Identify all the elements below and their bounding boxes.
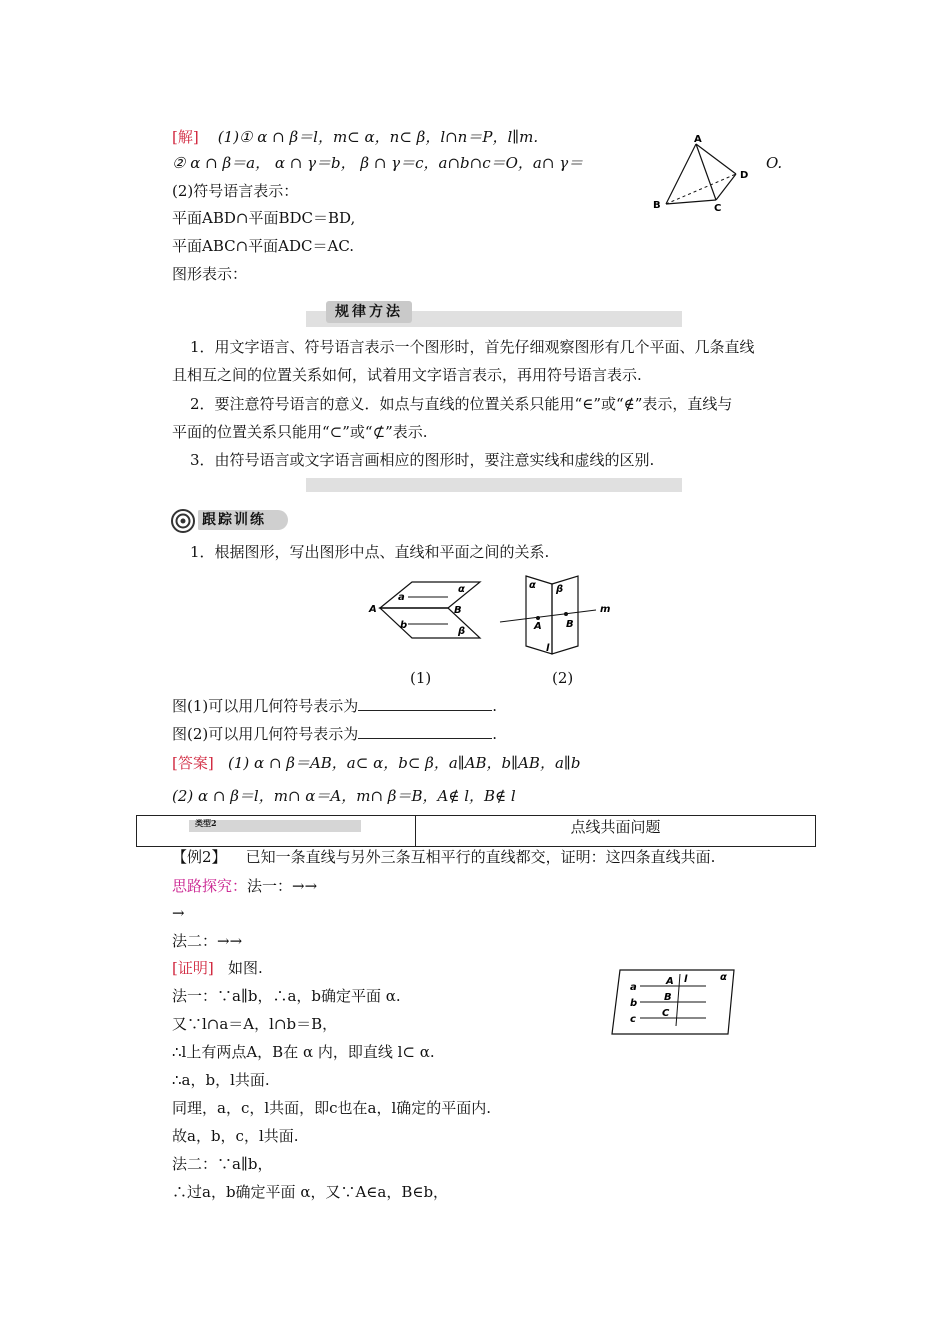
planes1-label-alpha: α [458, 584, 465, 595]
answer-blank-2[interactable] [358, 724, 492, 739]
method-p3: 3．由符号语言或文字语言画相应的图形时，要注意实线和虚线的区别. [190, 451, 655, 469]
proof-line-8: ∴过a，b确定平面 α，又∵A∈a，B∈b， [172, 1183, 449, 1201]
example-label: 【例2】 [172, 848, 227, 866]
proof-line-6: 故a，b，c，l共面. [172, 1127, 299, 1145]
planes1-label-b-line: b [400, 620, 408, 631]
example-text: 已知一条直线与另外三条互相平行的直线都交，证明：这四条直线共面. [245, 848, 716, 866]
blank-line-2: 图(2)可以用几何符号表示为 . [172, 725, 498, 743]
type-tag [189, 820, 361, 832]
planes2-label-alpha: α [529, 580, 536, 591]
coplane-label-c-line: c [630, 1014, 636, 1025]
tetra-label-d: D [740, 170, 749, 181]
method-title: 规律方法 [326, 301, 412, 323]
coplanar-lines-figure [610, 964, 738, 1036]
proof-line-5: 同理，a，c，l共面，即c也在a，l确定的平面内. [172, 1099, 492, 1117]
answer-tag: [答案] [172, 754, 214, 772]
solution-line-2: ② α ∩ β＝a， α ∩ γ＝b， β ∩ γ＝c，a∩b∩c＝O，a∩ γ＝ [172, 154, 584, 172]
coplane-label-a-line: a [630, 982, 637, 993]
answer-blank-1[interactable] [358, 696, 492, 711]
idea-arrow: → [172, 904, 185, 922]
proof-line-4: ∴a，b，l共面. [172, 1071, 270, 1089]
solution-tag: [解] [172, 128, 199, 146]
training-question-1: 1．根据图形，写出图形中点、直线和平面之间的关系. [190, 543, 550, 561]
two-planes-figure [368, 576, 508, 658]
training-section-label [168, 508, 286, 532]
type-title: 点线共面问题 [570, 818, 661, 836]
planes1-label-a-line: a [398, 592, 405, 603]
answer-line-2: (2) α ∩ β＝l，m∩ α＝A，m∩ β＝B，A∉ l，B∉ l [172, 787, 516, 805]
blank-line-1: 图(1)可以用几何符号表示为 . [172, 697, 498, 715]
coplane-label-b-point: B [664, 992, 672, 1003]
proof-line [172, 958, 263, 978]
coplane-label-b-line: b [630, 998, 638, 1009]
target-icon [170, 508, 196, 534]
coplane-label-alpha: α [720, 972, 727, 983]
tetra-label-c: C [714, 203, 722, 214]
method-p1b: 且相互之间的位置关系如何，试着用文字语言表示，再用符号语言表示. [172, 366, 642, 384]
planes2-label-a: A [534, 621, 542, 632]
fig1-caption: (1) [410, 669, 432, 687]
answer-text-1: (1) α ∩ β＝AB，a⊂ α，b⊂ β，a∥AB，b∥AB，a∥b [228, 754, 581, 772]
blank-1-label: 图(1)可以用几何符号表示为 [172, 697, 359, 715]
solution-line-1 [172, 127, 538, 147]
planes1-label-beta: β [458, 626, 466, 637]
solution-line-2-end: O. [766, 154, 783, 172]
proof-intro: 如图. [228, 959, 263, 977]
solution-line-3: (2)符号语言表示： [172, 182, 299, 200]
tetra-label-a: A [694, 134, 702, 145]
solution-text-1: (1)① α ∩ β＝l，m⊂ α，n⊂ β，l∩n＝P，l∥m. [217, 128, 539, 146]
solution-line-6: 图形表示： [172, 265, 248, 283]
coplane-label-c-point: C [662, 1008, 670, 1019]
proof-line-2: 又∵l∩a＝A，l∩b＝B， [172, 1015, 338, 1033]
idea-label: 思路探究： [172, 877, 248, 895]
type-header-table [136, 815, 816, 847]
method-p1a: 1．用文字语言、符号语言表示一个图形时，首先仔细观察图形有几个平面、几条直线 [190, 338, 755, 356]
idea-text: 法一：→→ [247, 877, 318, 895]
proof-line-7: 法二：∵a∥b， [172, 1155, 273, 1173]
method-p2a: 2．要注意符号语言的意义．如点与直线的位置关系只能用“∈”或“∉”表示，直线与 [190, 395, 733, 413]
proof-line-3: ∴l上有两点A，B在 α 内，即直线 l⊂ α. [172, 1043, 435, 1061]
proof-line-1: 法一：∵a∥b，∴a，b确定平面 α. [172, 987, 401, 1005]
example-line [172, 847, 715, 867]
method-p2b: 平面的位置关系只能用“⊂”或“⊄”表示. [172, 423, 428, 441]
tetra-label-b: B [653, 200, 661, 211]
solution-line-5: 平面ABC∩平面ADC＝AC. [172, 237, 355, 255]
proof-tag: [证明] [172, 959, 214, 977]
training-title: 跟踪训练 [198, 510, 288, 530]
planes2-label-m: m [600, 604, 611, 615]
method-footer-bar [306, 478, 682, 492]
blank-2-label: 图(2)可以用几何符号表示为 [172, 725, 359, 743]
planes1-label-b-point: B [454, 605, 462, 616]
planes1-label-a-point: A [369, 604, 377, 615]
coplane-label-a-point: A [666, 976, 674, 987]
planes2-label-l: l [546, 643, 550, 654]
answer-line-1 [172, 753, 580, 773]
planes2-label-b: B [566, 619, 574, 630]
vertical-planes-figure [496, 572, 616, 660]
type-tag-label: 类型2 [195, 818, 217, 828]
solution-line-4: 平面ABD∩平面BDC＝BD, [172, 209, 356, 227]
fig2-caption: (2) [552, 669, 574, 687]
method-two-line: 法二：→→ [172, 932, 243, 950]
tetrahedron-figure [650, 134, 760, 214]
idea-line [172, 876, 317, 896]
planes2-label-beta: β [556, 584, 564, 595]
coplane-label-l: l [684, 974, 688, 985]
